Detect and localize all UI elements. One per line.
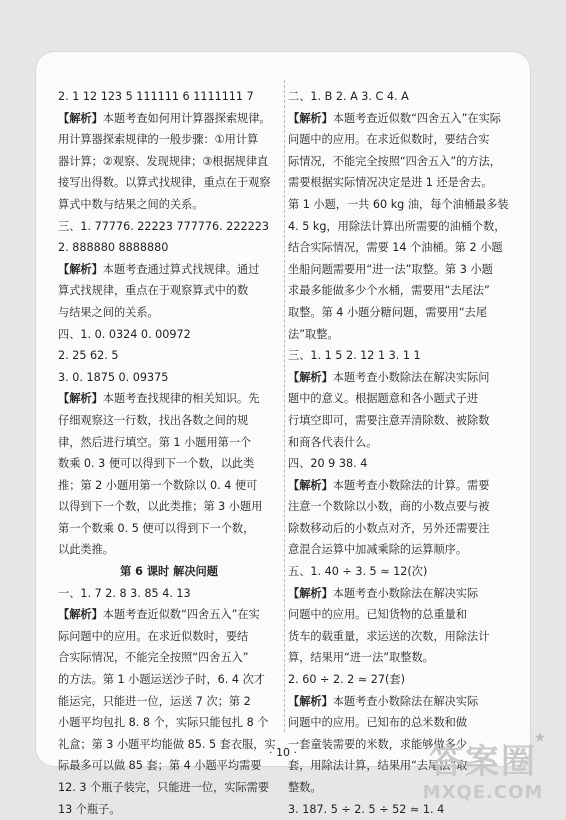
text-line: 一套童装需要的米数，求能够做多少 <box>288 737 468 751</box>
analysis-text: 本题考查如何用计算器探索规律。 <box>102 111 271 125</box>
text-line: 仔细观察这一行数，找出各数之间的规 <box>58 413 249 427</box>
text-line: 一、1. 7 2. 8 3. 85 4. 13 <box>58 586 191 600</box>
text-line: 法”取整。 <box>288 327 339 341</box>
text-line: 除数移动后的小数点对齐，另外还需要注 <box>288 521 490 535</box>
text-line: 2. 1 12 123 5 111111 6 1111111 7 <box>58 90 254 103</box>
right-column <box>288 86 510 820</box>
text-line <box>58 604 280 626</box>
analysis-text: 本题考查小数除法在解决实际 <box>332 694 479 708</box>
watermark-logo <box>408 730 558 810</box>
text-line: 3. 187. 5 ÷ 2. 5 ÷ 52 ≈ 1. 4 <box>288 802 445 816</box>
text-line: 套，用除法计算，结果用“去尾法”取 <box>288 759 468 773</box>
left-column <box>58 86 280 820</box>
text-line: 2. 888880 8888880 <box>58 241 169 255</box>
analysis-text: 本题考查小数除法在解决实际 <box>332 586 479 600</box>
text-line: 算式找规律，重点在于观察算式中的数 <box>58 284 249 298</box>
text-line: 四、20 9 38. 4 <box>288 457 368 471</box>
text-line: 4. 5 kg，用除法计算出所需要的油桶个数， <box>288 219 506 233</box>
analysis-text: 本题考查小数除法在解决实际问 <box>332 370 490 384</box>
text-line: 用计算器探索规律的一般步骤：①用计算 <box>58 133 259 147</box>
text-line: 际问题中的应用。在求近似数时，要结 <box>58 629 249 643</box>
analysis-label: 【解析】 <box>288 478 333 492</box>
text-line: 坐船问题需要用“进一法”取整。第 3 小题 <box>288 262 493 276</box>
text-line: 整数。 <box>288 781 322 794</box>
text-line <box>288 108 510 130</box>
text-line: 器计算；②观察、发现规律；③根据规律直 <box>58 154 269 168</box>
text-line: 推；第 2 小题用第一个数除以 0. 4 便可 <box>58 478 258 492</box>
text-line: 注意一个数除以小数，商的小数点要与被 <box>288 500 490 514</box>
text-line: 和商各代表什么。 <box>288 435 378 449</box>
text-line <box>58 388 280 410</box>
text-line <box>288 583 510 605</box>
text-line: 问题中的应用。在求近似数时，要结合实 <box>288 133 490 147</box>
star-icon: ★ <box>533 730 546 746</box>
text-line: 2. 25 62. 5 <box>58 349 119 363</box>
text-line: 际最多可以做 85 套；第 4 小题平均需要 <box>58 759 262 773</box>
text-line <box>288 475 510 497</box>
analysis-label: 【解析】 <box>58 262 103 276</box>
text-line: 三、1. 1 5 2. 12 1 3. 1 1 <box>288 349 421 363</box>
text-line: 结合实际情况，需要 14 个油桶。第 2 小题 <box>288 241 503 255</box>
text-line: 五、1. 40 ÷ 3. 5 ≈ 12(次) <box>288 565 428 579</box>
text-line: 求最多能做多少个水桶，需要用“去尾法” <box>288 284 490 298</box>
analysis-text: 本题考查小数除法的计算。需要 <box>332 478 490 492</box>
section-title: 第 6 课时 解决问题 <box>120 565 218 579</box>
text-line: 题中的意义。根据题意和各小题式子进 <box>288 392 479 406</box>
text-line: 12. 3 个瓶子装完，只能进一位，实际需要 <box>58 781 270 794</box>
text-line: 数乘 0. 3 便可以得到下一个数，以此类 <box>58 457 255 471</box>
analysis-label: 【解析】 <box>288 586 333 600</box>
text-line: 第一个数乘 0. 5 便可以得到下一个数， <box>58 521 255 535</box>
text-line: 货车的载重量，求运送的次数，用除法计 <box>288 629 490 643</box>
text-line: 需要根据实际情况决定是进 1 还是舍去。 <box>288 176 493 190</box>
text-line: 能运完，只能进一位，运送 7 次；第 2 <box>58 694 251 708</box>
text-line: 律，然后进行填空。第 1 小题用第一个 <box>58 435 252 449</box>
text-line <box>58 108 280 130</box>
analysis-label: 【解析】 <box>288 370 333 384</box>
analysis-label: 【解析】 <box>58 608 103 622</box>
text-line: 取整。第 4 小题分糖问题，需要用“去尾 <box>288 305 488 319</box>
text-line: 问题中的应用。已知布的总米数和做 <box>288 716 468 730</box>
text-line: 合实际情况，不能完全按照“四舍五入” <box>58 651 249 665</box>
text-line: 四、1. 0. 0324 0. 00972 <box>58 327 191 341</box>
text-line: 接写出得数。以算式找规律，重点在于观察 <box>58 176 271 190</box>
analysis-text: 本题考查近似数“四舍五入”在实际 <box>332 111 501 125</box>
text-line: 2. 60 ÷ 2. 2 ≈ 27(套) <box>288 673 405 687</box>
text-line: 意混合运算中加减乘除的运算顺序。 <box>288 543 468 557</box>
analysis-label: 【解析】 <box>288 694 333 708</box>
text-line: 三、1. 77776. 22223 777776. 222223 <box>58 219 269 233</box>
analysis-label: 【解析】 <box>288 111 333 125</box>
analysis-text: 本题考查找规律的相关知识。先 <box>102 392 260 406</box>
analysis-label: 【解析】 <box>58 392 103 406</box>
analysis-text: 本题考查通过算式找规律。通过 <box>102 262 260 276</box>
text-line: 以此类推。 <box>58 543 114 557</box>
text-line: 小题平均包扎 8. 8 个，实际只能包扎 8 个 <box>58 716 269 730</box>
text-line <box>58 259 280 281</box>
text-line: 际情况，不能完全按照“四舍五入”的方法， <box>288 154 501 168</box>
text-line: 13 个瓶子。 <box>58 802 121 816</box>
text-line: 3. 0. 1875 0. 09375 <box>58 370 169 384</box>
page-number: · 10 · <box>269 746 297 759</box>
text-line: 第 1 小题，一共 60 kg 油，每个油桶最多装 <box>288 197 509 211</box>
text-line: 行填空即可，需要注意弄清除数、被除数 <box>288 413 490 427</box>
watermark-text: 答案圈 <box>429 742 537 782</box>
text-line: 与结果之间的关系。 <box>58 305 159 319</box>
analysis-label: 【解析】 <box>58 111 103 125</box>
text-line <box>288 367 510 389</box>
text-line: 算，结果用“进一法”取整数。 <box>288 651 434 665</box>
text-line: 礼盒；第 3 小题平均能做 85. 5 套衣服，实 <box>58 737 276 751</box>
text-line <box>288 691 510 713</box>
text-line: 以得到下一个数，以此类推；第 3 小题用 <box>58 500 263 514</box>
watermark-url: MXQE.COM <box>422 782 544 803</box>
column-divider <box>284 80 286 732</box>
analysis-text: 本题考查近似数“四舍五入”在实 <box>102 608 260 622</box>
text-line: 二、1. B 2. A 3. C 4. A <box>288 90 409 103</box>
text-line: 问题中的应用。已知货物的总重量和 <box>288 608 468 622</box>
text-line: 算式中数与结果之间的关系。 <box>58 197 204 211</box>
text-line: 的方法。第 1 小题运送沙子时，6. 4 次才 <box>58 673 265 687</box>
